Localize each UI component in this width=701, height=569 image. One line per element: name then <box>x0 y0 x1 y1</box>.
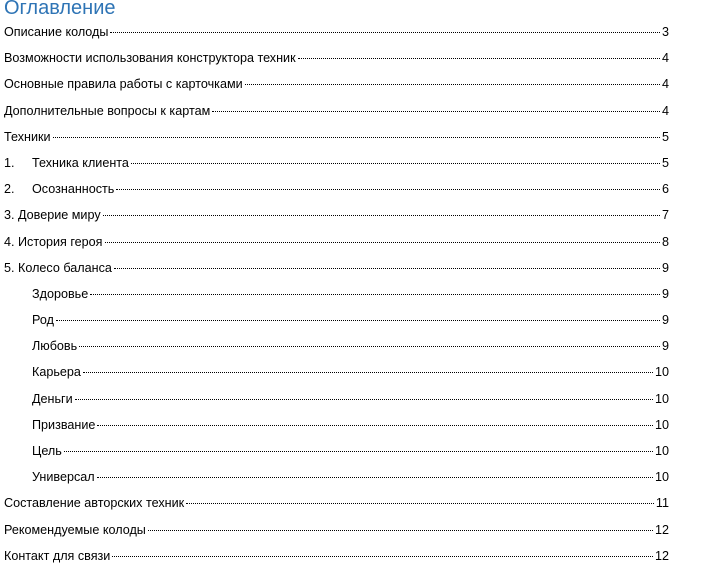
toc-dot-leader <box>97 476 653 478</box>
toc-entry-page-number: 9 <box>661 286 669 301</box>
toc-dot-leader <box>110 31 660 33</box>
toc-entry[interactable] <box>0 517 701 543</box>
toc-entry-page-number: 4 <box>661 103 669 118</box>
toc-entry[interactable] <box>0 464 701 490</box>
toc-entry-title: Дополнительные вопросы к картам <box>4 103 211 118</box>
toc-entry-page-number: 12 <box>654 522 669 537</box>
toc-entry-page-number: 9 <box>661 313 669 328</box>
toc-entry[interactable] <box>0 124 701 150</box>
toc-entry-page-number: 3 <box>661 25 669 39</box>
toc-entry[interactable] <box>0 359 701 385</box>
toc-dot-leader <box>186 502 654 504</box>
toc-dot-leader <box>53 136 660 138</box>
toc-entry-page-number: 9 <box>661 260 669 275</box>
toc-entry-page-number: 10 <box>654 470 669 485</box>
toc-entry[interactable] <box>0 202 701 228</box>
toc-dot-leader <box>97 424 653 426</box>
toc-entry[interactable] <box>0 490 701 516</box>
toc-entry-page-number: 8 <box>661 234 669 249</box>
toc-dot-leader <box>79 345 660 347</box>
toc-entry-page-number: 4 <box>661 77 669 92</box>
toc-entry[interactable] <box>0 255 701 281</box>
toc-entry-page-number: 10 <box>654 391 669 406</box>
toc-entry[interactable] <box>0 229 701 255</box>
toc-entry-page-number: 10 <box>654 444 669 458</box>
toc-entry-title: Контакт для связи <box>4 548 111 563</box>
toc-entry-title: Техника клиента <box>32 155 129 170</box>
toc-entry-title: Составление авторских техник <box>4 496 185 511</box>
toc-entry-title: 3. Доверие миру <box>4 208 101 223</box>
toc-entry[interactable] <box>0 543 701 569</box>
toc-entry[interactable] <box>0 386 701 412</box>
toc-entry-title: Описание колоды <box>4 25 109 39</box>
toc-entry[interactable] <box>0 281 701 307</box>
toc-entry-page-number: 11 <box>655 496 669 511</box>
toc-dot-leader <box>148 529 653 531</box>
toc-entry-page-number: 12 <box>654 548 669 563</box>
toc-entry-title: Деньги <box>32 391 73 406</box>
toc-dot-leader <box>75 398 653 400</box>
toc-entry-title: Призвание <box>32 417 96 432</box>
toc-entry-title: Универсал <box>32 470 95 485</box>
toc-dot-leader <box>64 450 653 452</box>
toc-entry-page-number: 5 <box>661 155 669 170</box>
toc-entry[interactable] <box>0 19 701 45</box>
toc-entry-title: Осознанность <box>32 182 115 197</box>
toc-entry-title: Рекомендуемые колоды <box>4 522 146 537</box>
toc-entry[interactable] <box>0 71 701 97</box>
toc-dot-leader <box>114 267 660 269</box>
toc-entry[interactable] <box>0 176 701 202</box>
toc-entry[interactable] <box>0 333 701 359</box>
toc-dot-leader <box>131 162 660 164</box>
toc-dot-leader <box>245 83 660 85</box>
toc-entry-title: 4. История героя <box>4 234 103 249</box>
toc-entry-title: 5. Колесо баланса <box>4 260 112 275</box>
toc-entry[interactable] <box>0 98 701 124</box>
toc-entry-number: 2. <box>4 182 15 197</box>
toc-entry-page-number: 6 <box>661 182 669 197</box>
toc-dot-leader <box>83 371 653 373</box>
toc-entry[interactable] <box>0 307 701 333</box>
toc-entry[interactable] <box>0 438 701 464</box>
toc-entry[interactable] <box>0 150 701 176</box>
toc-heading: Оглавление <box>4 0 116 19</box>
toc-entry[interactable] <box>0 45 701 71</box>
toc-entry-page-number: 5 <box>661 129 669 144</box>
toc-dot-leader <box>116 188 660 190</box>
toc-entry-number: 1. <box>4 155 15 170</box>
toc-dot-leader <box>212 110 660 112</box>
toc-entry-title: Возможности использования конструктора техник <box>4 51 296 66</box>
toc-entry-title: Основные правила работы с карточками <box>4 77 243 92</box>
toc-entry-title: Род <box>32 313 54 328</box>
toc-dot-leader <box>105 241 660 243</box>
toc-dot-leader <box>298 57 660 59</box>
toc-entry-page-number: 7 <box>661 208 669 223</box>
toc-entry-page-number: 9 <box>661 339 669 354</box>
toc-entry-list <box>0 19 701 569</box>
toc-entry-title: Любовь <box>32 339 78 354</box>
toc-dot-leader <box>112 555 653 557</box>
toc-entry-page-number: 10 <box>654 417 669 432</box>
toc-dot-leader <box>90 293 660 295</box>
toc-entry-title: Карьера <box>32 365 81 380</box>
toc-entry-title: Техники <box>4 129 51 144</box>
toc-entry-page-number: 4 <box>661 51 669 66</box>
toc-entry-title: Здоровье <box>32 286 89 301</box>
toc-entry-page-number: 10 <box>654 365 669 380</box>
toc-dot-leader <box>103 214 660 216</box>
toc-entry[interactable] <box>0 412 701 438</box>
toc-entry-title: Цель <box>32 444 62 458</box>
toc-dot-leader <box>56 319 660 321</box>
